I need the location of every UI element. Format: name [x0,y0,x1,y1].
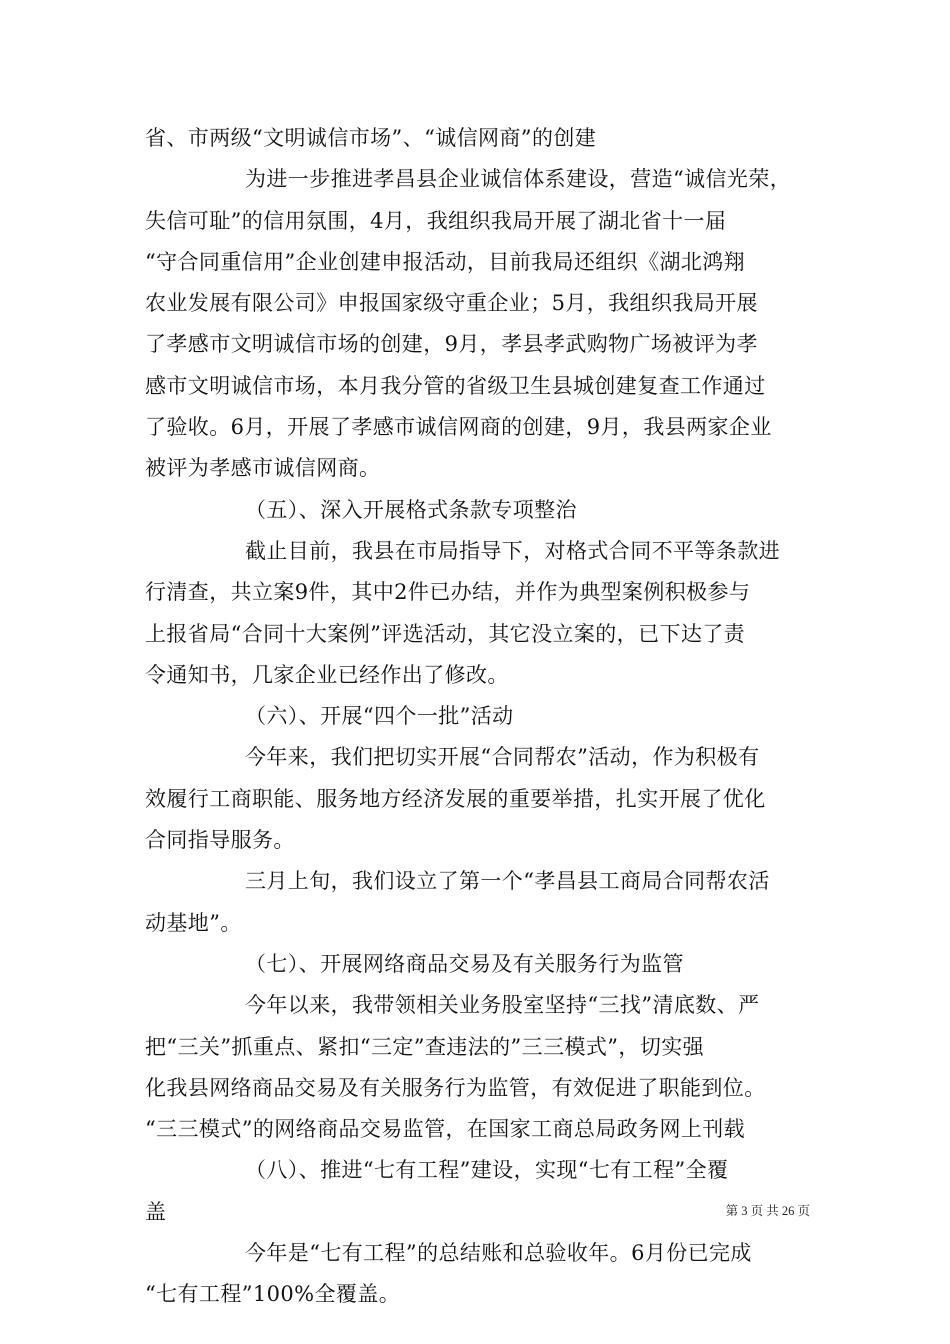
section-heading-line: （五）、深入开展格式条款专项整治 [245,497,577,522]
text-line: 行清查，共立案9件，其中2件已办结，并作为典型案例积极参与 [145,580,751,605]
text-line: “七有工程”100%全覆盖。 [145,1282,401,1307]
text-line: 被评为孝感市诚信网商。 [145,456,381,481]
text-line: 化我县网络商品交易及有关服务行为监管，有效促进了职能到位。 [145,1075,766,1100]
text-line: “三三模式”的网络商品交易监管，在国家工商总局政务网上刊载 [145,1117,746,1142]
text-line: 三月上旬，我们设立了第一个“孝昌县工商局合同帮农活 [245,869,770,894]
text-line: 了验收。6月，开展了孝感市诚信网商的创建，9月，我县两家企业 [145,415,772,440]
text-line: 动基地”。 [145,910,242,935]
text-line: 截止目前，我县在市局指导下，对格式合同不平等条款进 [245,538,780,563]
text-line: “守合同重信用”企业创建申报活动，目前我局还组织《湖北鸿翔 [145,249,746,274]
text-line: 了孝感市文明诚信市场的创建，9月，孝县孝武购物广场被评为孝 [145,332,758,357]
text-line: 失信可耻”的信用氛围，4月，我组织我局开展了湖北省十一届 [145,208,727,233]
section-heading-line: （七）、开展网络商品交易及有关服务行为监管 [245,951,684,976]
text-line: 今年来，我们把切实开展“合同帮农”活动，作为积极有 [245,745,760,770]
text-line: 今年是“七有工程”的总结账和总验收年。6月份已完成 [245,1241,752,1266]
section-heading-line: （六）、开展“四个一批”活动 [245,704,514,729]
text-line: 合同指导服务。 [145,828,295,853]
page-number: 第 3 页 共 26 页 [725,1204,810,1218]
text-line: 感市文明诚信市场，本月我分管的省级卫生县城创建复查工作通过 [145,373,766,398]
text-line: 令通知书，几家企业已经作出了修改。 [145,662,509,687]
text-line: 上报省局“合同十大案例”评选活动，其它没立案的，已下达了责 [145,621,746,646]
section-heading-line: （八）、推进“七有工程”建设，实现“七有工程”全覆 [245,1158,729,1183]
text-line: 今年以来，我带领相关业务股室坚持“三找”清底数、严 [245,993,760,1018]
text-line: 农业发展有限公司》申报国家级守重企业；5月，我组织我局开展 [145,291,758,316]
text-line: 效履行工商职能、服务地方经济发展的重要举措，扎实开展了优化 [145,786,766,811]
text-line: 省、市两级“文明诚信市场”、“诚信网商”的创建 [145,126,597,150]
document-body [145,118,810,1316]
text-line: 为进一步推进孝昌县企业诚信体系建设，营造“诚信光荣， [245,167,792,192]
text-line: 盖 [145,1199,167,1224]
text-line: 把“三关”抓重点、紧扣“三定”查违法的”三三模式”，切实强 [145,1034,705,1059]
